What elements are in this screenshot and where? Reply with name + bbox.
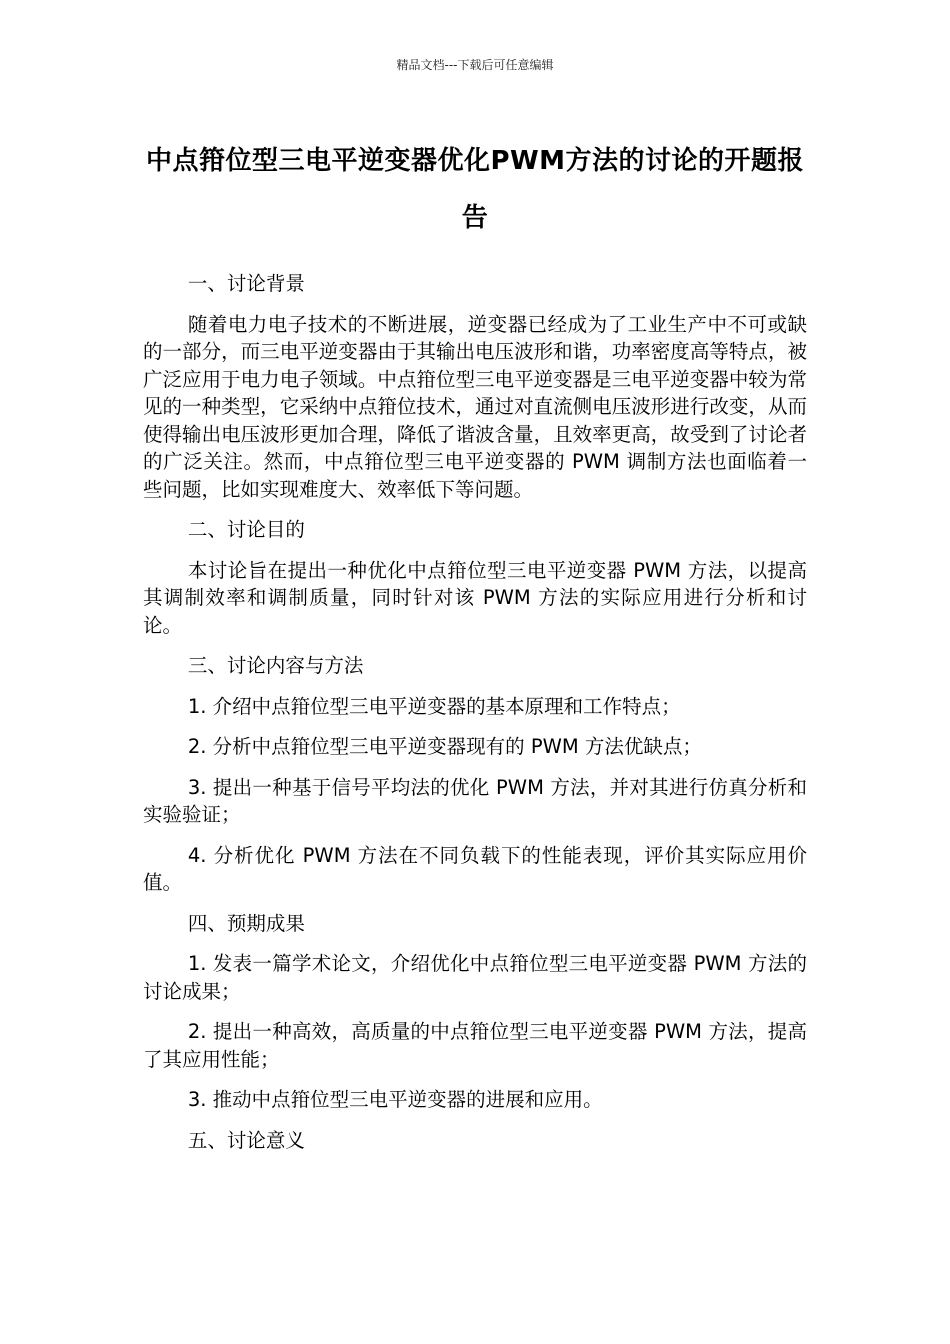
header-note: 精品文档---下载后可任意编辑: [396, 58, 554, 72]
list-item-content-4: 4. 分析优化 PWM 方法在不同负载下的性能表现，评价其实际应用价值。: [143, 843, 807, 894]
list-item-result-3: 3. 推动中点箝位型三电平逆变器的进展和应用。: [187, 1088, 603, 1111]
list-item-result-1: 1. 发表一篇学术论文，介绍优化中点箝位型三电平逆变器 PWM 方法的讨论成果；: [143, 952, 807, 1003]
list-item-content-1: 1. 介绍中点箝位型三电平逆变器的基本原理和工作特点；: [187, 694, 681, 718]
section-heading-content-methods: 三、讨论内容与方法: [187, 654, 364, 677]
paragraph-purpose: 本讨论旨在提出一种优化中点箝位型三电平逆变器 PWM 方法，以提高其调制效率和调制质量，同时针对该 PWM 方法的实际应用进行分析和讨论。: [143, 558, 807, 637]
section-heading-purpose: 二、讨论目的: [187, 518, 305, 541]
document-body: [143, 270, 807, 1167]
paragraph-background: 随着电力电子技术的不断进展，逆变器已经成为了工业生产中不可或缺的一部分，而三电平逆变器由于其输出电压波形和谐，功率密度高等特点，被广泛应用于电力电子领域。中点箝位型三电平逆变器是三电平逆变器中较为常见的一种类型，它采纳中点箝位技术，通过对直流侧电压波形进行改变，从而使得输出电压波形更加合理，降低了谐波含量，且效率更高，故受到了讨论者的广泛关注。然而，中点箝位型三电平逆变器的 PWM 调制方法也面临着一些问题，比如实现难度大、效率低下等问题。: [143, 312, 807, 501]
list-item-content-3: 3. 提出一种基于信号平均法的优化 PWM 方法，并对其进行仿真分析和实验验证；: [143, 775, 807, 826]
section-heading-significance: 五、讨论意义: [187, 1128, 305, 1152]
section-heading-background: 一、讨论背景: [187, 272, 305, 295]
section-heading-expected-results: 四、预期成果: [187, 911, 305, 935]
list-item-result-2: 2. 提出一种高效，高质量的中点箝位型三电平逆变器 PWM 方法，提高了其应用性能；: [143, 1020, 807, 1071]
list-item-content-2: 2. 分析中点箝位型三电平逆变器现有的 PWM 方法优缺点；: [187, 735, 702, 758]
document-title: 中点箝位型三电平逆变器优化PWM方法的讨论的开题报告: [145, 146, 805, 233]
